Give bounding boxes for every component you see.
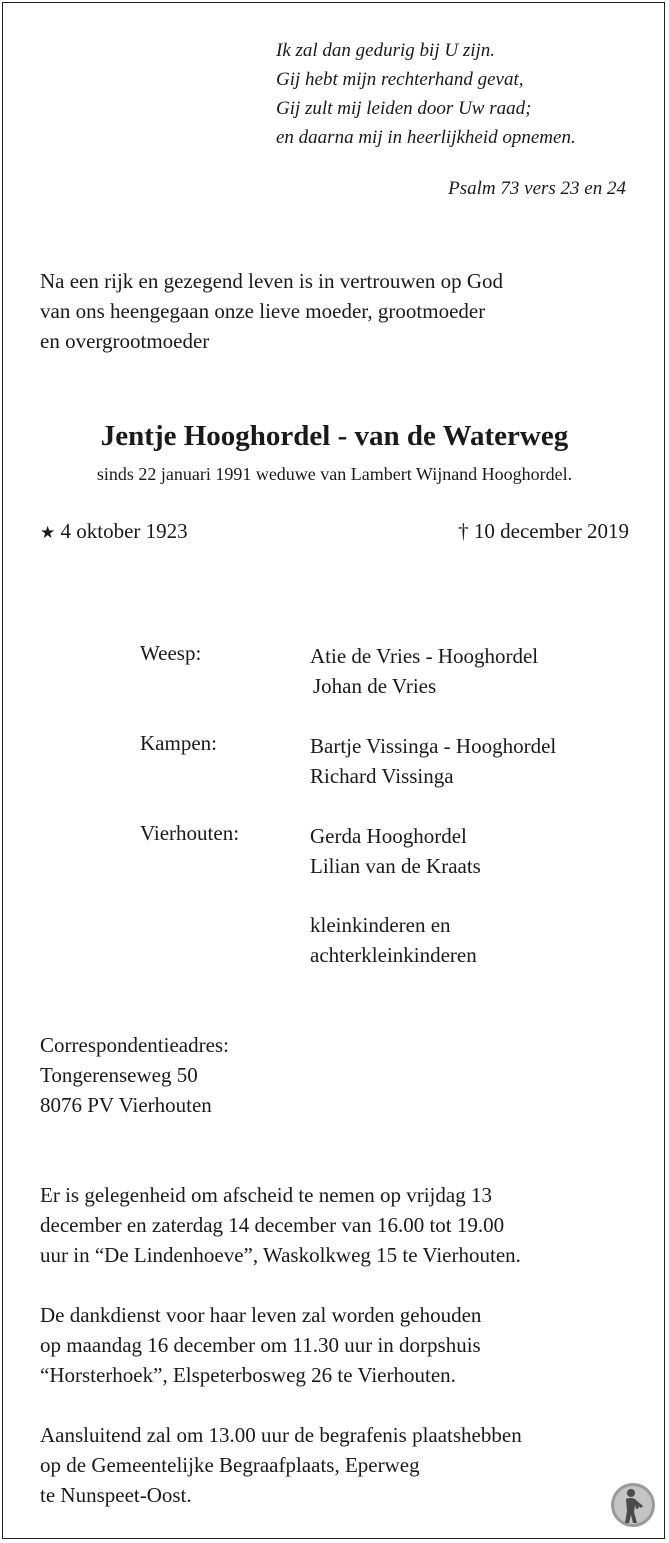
verse-reference: Psalm 73 vers 23 en 24 <box>448 178 626 199</box>
service-line: op maandag 16 december om 11.30 uur in dorpshuis <box>40 1333 481 1357</box>
farewell-line: Er is gelegenheid om afscheid te nemen op vrijdag 13 <box>40 1183 492 1207</box>
family-member: Bartje Vissinga - Hooghordel <box>310 734 557 758</box>
intro-line: van ons heengegaan onze lieve moeder, grootmoeder <box>40 299 486 323</box>
family-names <box>310 821 481 881</box>
family-member: Atie de Vries - Hooghordel <box>310 644 539 668</box>
grandchildren-line: achterkleinkinderen <box>310 943 477 967</box>
burial-line: op de Gemeentelijke Begraafplaats, Eperweg <box>40 1453 420 1477</box>
verse-line: Gij zult mij leiden door Uw raad; <box>276 98 532 119</box>
intro-line: Na een rijk en gezegend leven is in vertrouwen op God <box>40 269 504 293</box>
family-member: Gerda Hooghordel <box>310 824 467 848</box>
farewell-line: december en zaterdag 14 december van 16.00 tot 19.00 <box>40 1213 505 1237</box>
death-date-text: 10 december 2019 <box>473 519 629 543</box>
service-line: De dankdienst voor haar leven zal worden gehouden <box>40 1303 482 1327</box>
family-place: Weesp: <box>140 641 202 665</box>
burial-line: Aansluitend zal om 13.00 uur de begrafenis plaatshebben <box>40 1423 522 1447</box>
farewell-paragraph <box>40 1180 521 1270</box>
farewell-line: uur in “De Lindenhoeve”, Waskolkweg 15 te Vierhouten. <box>40 1243 521 1267</box>
birth-date <box>40 519 188 544</box>
memorial-figure-icon <box>610 1482 656 1528</box>
burial-line: te Nunspeet-Oost. <box>40 1483 192 1507</box>
verse-line: Ik zal dan gedurig bij U zijn. <box>276 40 496 61</box>
address-line: Tongerenseweg 50 <box>40 1063 198 1087</box>
service-line: “Horsterhoek”, Elspeterbosweg 26 te Vierhouten. <box>40 1363 456 1387</box>
address-line: 8076 PV Vierhouten <box>40 1093 212 1117</box>
verse-line: Gij hebt mijn rechterhand gevat, <box>276 69 524 90</box>
address-line: Correspondentieadres: <box>40 1033 229 1057</box>
family-place: Kampen: <box>140 731 217 755</box>
family-member: Johan de Vries <box>313 674 437 698</box>
birth-date-text: 4 oktober 1923 <box>60 519 188 543</box>
deceased-name: Jentje Hooghordel - van de Waterweg <box>100 420 569 452</box>
family-names <box>310 641 538 701</box>
family-names <box>310 731 556 791</box>
family-member: Lilian van de Kraats <box>310 854 481 878</box>
family-member: Richard Vissinga <box>310 764 454 788</box>
burial-paragraph <box>40 1420 522 1510</box>
intro-line: en overgrootmoeder <box>40 329 210 353</box>
cross-icon: † <box>458 519 469 543</box>
verse-line: en daarna mij in heerlijkheid opnemen. <box>276 127 576 148</box>
service-paragraph <box>40 1300 481 1390</box>
star-icon: ★ <box>40 523 56 542</box>
grandchildren <box>310 910 477 970</box>
correspondence-address <box>40 1030 229 1120</box>
grandchildren-line: kleinkinderen en <box>310 913 451 937</box>
intro-text <box>40 266 503 356</box>
family-place: Vierhouten: <box>140 821 240 845</box>
death-date <box>458 519 629 544</box>
widow-note: sinds 22 januari 1991 weduwe van Lambert Wijnand Hooghordel. <box>96 464 573 484</box>
psalm-verse <box>276 36 576 152</box>
